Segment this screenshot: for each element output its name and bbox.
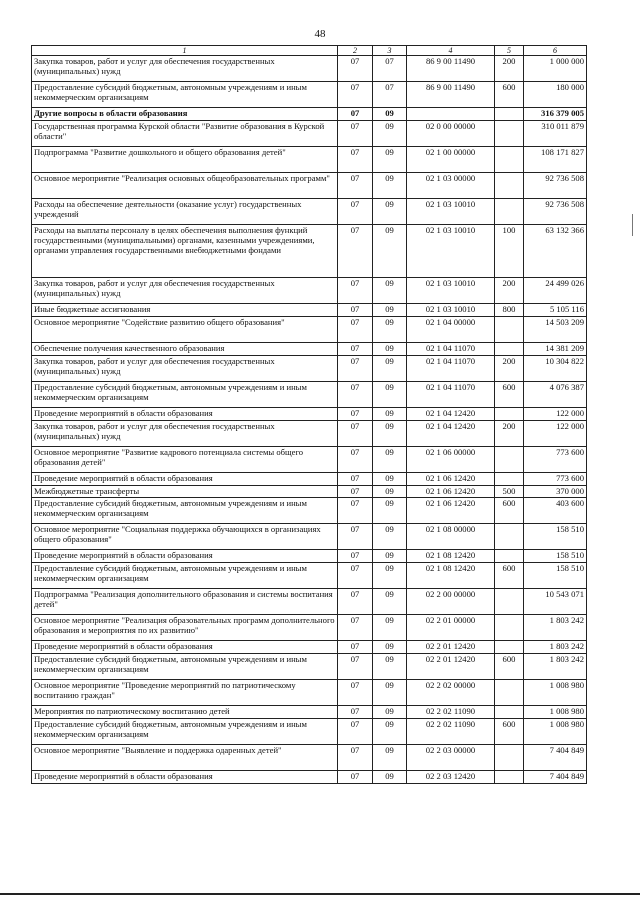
column-number-header: 4 xyxy=(407,46,495,56)
row-amount: 370 000 xyxy=(524,485,587,498)
table-body xyxy=(32,56,587,784)
table-row xyxy=(32,173,587,199)
table-row xyxy=(32,498,587,524)
row-subsection: 09 xyxy=(373,706,407,719)
budget-table xyxy=(31,45,587,784)
row-subsection: 09 xyxy=(373,446,407,472)
row-name: Основное мероприятие "Содействие развитию общего образования" xyxy=(32,316,338,342)
row-target-article: 02 1 06 12420 xyxy=(407,498,495,524)
table-row xyxy=(32,278,587,304)
row-target-article: 02 1 04 12420 xyxy=(407,420,495,446)
row-amount: 10 304 822 xyxy=(524,355,587,381)
row-expense-kind xyxy=(495,342,524,355)
row-expense-kind xyxy=(495,745,524,771)
row-subsection: 09 xyxy=(373,472,407,485)
row-subsection: 09 xyxy=(373,355,407,381)
table-row xyxy=(32,771,587,784)
row-name: Закупка товаров, работ и услуг для обеспечения государственных (муниципальных) нужд xyxy=(32,420,338,446)
row-name: Проведение мероприятий в области образования xyxy=(32,771,338,784)
row-target-article: 02 1 08 12420 xyxy=(407,550,495,563)
table-row xyxy=(32,524,587,550)
row-amount: 7 404 849 xyxy=(524,745,587,771)
row-subsection: 09 xyxy=(373,589,407,615)
row-target-article: 02 0 00 00000 xyxy=(407,121,495,147)
table-row xyxy=(32,446,587,472)
row-amount: 773 600 xyxy=(524,446,587,472)
row-amount: 24 499 026 xyxy=(524,278,587,304)
row-subsection: 09 xyxy=(373,407,407,420)
row-amount: 310 011 879 xyxy=(524,121,587,147)
table-row xyxy=(32,615,587,641)
row-amount: 92 736 508 xyxy=(524,199,587,225)
row-expense-kind xyxy=(495,706,524,719)
row-target-article: 02 2 00 00000 xyxy=(407,589,495,615)
row-target-article: 02 1 03 10010 xyxy=(407,199,495,225)
column-number-header: 2 xyxy=(338,46,373,56)
row-name: Основное мероприятие "Реализация основных общеобразовательных программ" xyxy=(32,173,338,199)
table-row xyxy=(32,719,587,745)
row-expense-kind xyxy=(495,199,524,225)
row-target-article: 02 1 08 12420 xyxy=(407,563,495,589)
row-subsection: 09 xyxy=(373,680,407,706)
row-subsection: 09 xyxy=(373,641,407,654)
row-subsection: 09 xyxy=(373,381,407,407)
row-target-article: 02 1 06 00000 xyxy=(407,446,495,472)
row-target-article: 02 1 04 11070 xyxy=(407,381,495,407)
row-expense-kind xyxy=(495,446,524,472)
row-subsection: 09 xyxy=(373,615,407,641)
table-row xyxy=(32,56,587,82)
row-subsection: 09 xyxy=(373,719,407,745)
row-name: Расходы на выплаты персоналу в целях обеспечения выполнения функций государственными (муниципальными) органами, казенными учреждениями, органами управления государственными внебюджетными фондами xyxy=(32,225,338,278)
row-expense-kind xyxy=(495,550,524,563)
page-number: 48 xyxy=(314,28,326,40)
row-amount: 1 008 980 xyxy=(524,706,587,719)
table-row xyxy=(32,641,587,654)
row-name: Иные бюджетные ассигнования xyxy=(32,304,338,317)
table-row xyxy=(32,304,587,317)
row-section: 07 xyxy=(338,472,373,485)
row-subsection: 09 xyxy=(373,316,407,342)
row-amount: 14 503 209 xyxy=(524,316,587,342)
row-target-article: 02 1 03 10010 xyxy=(407,278,495,304)
row-section: 07 xyxy=(338,278,373,304)
row-name: Закупка товаров, работ и услуг для обеспечения государственных (муниципальных) нужд xyxy=(32,278,338,304)
column-number-header: 6 xyxy=(524,46,587,56)
table-row xyxy=(32,147,587,173)
row-amount: 158 510 xyxy=(524,550,587,563)
row-section: 07 xyxy=(338,381,373,407)
row-amount: 5 105 116 xyxy=(524,304,587,317)
row-name: Предоставление субсидий бюджетным, автономным учреждениям и иным некоммерческим организациям xyxy=(32,498,338,524)
row-name: Проведение мероприятий в области образования xyxy=(32,550,338,563)
table-row xyxy=(32,121,587,147)
table-row xyxy=(32,563,587,589)
row-name: Закупка товаров, работ и услуг для обеспечения государственных (муниципальных) нужд xyxy=(32,355,338,381)
row-section: 07 xyxy=(338,615,373,641)
row-expense-kind: 500 xyxy=(495,485,524,498)
row-target-article: 02 2 01 12420 xyxy=(407,641,495,654)
row-section: 07 xyxy=(338,225,373,278)
table-row xyxy=(32,550,587,563)
row-name: Предоставление субсидий бюджетным, автономным учреждениям и иным некоммерческим организациям xyxy=(32,381,338,407)
row-target-article: 02 1 04 11070 xyxy=(407,342,495,355)
row-amount: 403 600 xyxy=(524,498,587,524)
row-target-article: 02 2 02 11090 xyxy=(407,706,495,719)
row-subsection: 09 xyxy=(373,173,407,199)
row-amount: 1 803 242 xyxy=(524,641,587,654)
row-name: Мероприятия по патриотическому воспитанию детей xyxy=(32,706,338,719)
row-section: 07 xyxy=(338,719,373,745)
row-name: Межбюджетные трансферты xyxy=(32,485,338,498)
row-amount: 773 600 xyxy=(524,472,587,485)
row-expense-kind xyxy=(495,771,524,784)
row-name: Проведение мероприятий в области образования xyxy=(32,472,338,485)
row-name: Предоставление субсидий бюджетным, автономным учреждениям и иным некоммерческим организациям xyxy=(32,654,338,680)
row-amount: 14 381 209 xyxy=(524,342,587,355)
row-section: 07 xyxy=(338,316,373,342)
row-subsection: 09 xyxy=(373,147,407,173)
row-amount: 7 404 849 xyxy=(524,771,587,784)
table-row xyxy=(32,485,587,498)
row-subsection: 09 xyxy=(373,498,407,524)
table-row xyxy=(32,654,587,680)
row-amount: 180 000 xyxy=(524,82,587,108)
row-expense-kind xyxy=(495,407,524,420)
row-section: 07 xyxy=(338,771,373,784)
row-subsection: 09 xyxy=(373,654,407,680)
row-expense-kind xyxy=(495,680,524,706)
table-row xyxy=(32,316,587,342)
row-target-article: 02 1 06 12420 xyxy=(407,472,495,485)
row-target-article: 02 1 04 00000 xyxy=(407,316,495,342)
row-section: 07 xyxy=(338,563,373,589)
row-name: Основное мероприятие "Развитие кадрового потенциала системы общего образования детей" xyxy=(32,446,338,472)
row-name: Проведение мероприятий в области образования xyxy=(32,641,338,654)
row-target-article: 02 1 03 10010 xyxy=(407,304,495,317)
row-amount: 158 510 xyxy=(524,524,587,550)
row-expense-kind: 600 xyxy=(495,381,524,407)
row-expense-kind: 600 xyxy=(495,563,524,589)
row-amount: 1 803 242 xyxy=(524,615,587,641)
row-target-article: 02 2 03 12420 xyxy=(407,771,495,784)
row-subsection: 09 xyxy=(373,563,407,589)
scan-edge-mark xyxy=(632,214,633,236)
table-row xyxy=(32,342,587,355)
column-number-header: 5 xyxy=(495,46,524,56)
row-section: 07 xyxy=(338,199,373,225)
row-expense-kind xyxy=(495,615,524,641)
row-section: 07 xyxy=(338,304,373,317)
row-target-article: 86 9 00 11490 xyxy=(407,56,495,82)
row-amount: 4 076 387 xyxy=(524,381,587,407)
table-row xyxy=(32,407,587,420)
row-expense-kind xyxy=(495,108,524,121)
row-target-article: 86 9 00 11490 xyxy=(407,82,495,108)
row-name: Подпрограмма "Реализация дополнительного образования и системы воспитания детей" xyxy=(32,589,338,615)
row-section: 07 xyxy=(338,420,373,446)
row-section: 07 xyxy=(338,498,373,524)
row-target-article: 02 2 02 00000 xyxy=(407,680,495,706)
row-target-article: 02 2 01 12420 xyxy=(407,654,495,680)
row-subsection: 07 xyxy=(373,82,407,108)
row-section: 07 xyxy=(338,56,373,82)
row-name: Предоставление субсидий бюджетным, автономным учреждениям и иным некоммерческим организациям xyxy=(32,82,338,108)
row-section: 07 xyxy=(338,121,373,147)
row-expense-kind xyxy=(495,589,524,615)
row-amount: 63 132 366 xyxy=(524,225,587,278)
row-section: 07 xyxy=(338,524,373,550)
row-name: Проведение мероприятий в области образования xyxy=(32,407,338,420)
row-section: 07 xyxy=(338,407,373,420)
column-number-row xyxy=(32,46,587,56)
row-subsection: 09 xyxy=(373,225,407,278)
row-expense-kind xyxy=(495,121,524,147)
column-number-header: 3 xyxy=(373,46,407,56)
row-section: 07 xyxy=(338,342,373,355)
row-subsection: 09 xyxy=(373,342,407,355)
row-expense-kind: 100 xyxy=(495,225,524,278)
row-subsection: 07 xyxy=(373,56,407,82)
row-expense-kind: 600 xyxy=(495,719,524,745)
row-target-article: 02 2 01 00000 xyxy=(407,615,495,641)
row-subsection: 09 xyxy=(373,304,407,317)
row-expense-kind: 200 xyxy=(495,56,524,82)
row-amount: 92 736 508 xyxy=(524,173,587,199)
row-expense-kind xyxy=(495,173,524,199)
row-target-article: 02 1 04 11070 xyxy=(407,355,495,381)
row-expense-kind xyxy=(495,316,524,342)
row-section: 07 xyxy=(338,706,373,719)
row-section: 07 xyxy=(338,446,373,472)
row-section: 07 xyxy=(338,355,373,381)
table-row xyxy=(32,381,587,407)
row-amount: 1 803 242 xyxy=(524,654,587,680)
row-subsection: 09 xyxy=(373,108,407,121)
table-row xyxy=(32,472,587,485)
row-target-article: 02 1 04 12420 xyxy=(407,407,495,420)
row-subsection: 09 xyxy=(373,771,407,784)
row-name: Предоставление субсидий бюджетным, автономным учреждениям и иным некоммерческим организациям xyxy=(32,563,338,589)
row-target-article: 02 1 08 00000 xyxy=(407,524,495,550)
row-expense-kind xyxy=(495,472,524,485)
row-section: 07 xyxy=(338,654,373,680)
row-name: Другие вопросы в области образования xyxy=(32,108,338,121)
row-subsection: 09 xyxy=(373,745,407,771)
table-row xyxy=(32,420,587,446)
table-row xyxy=(32,108,587,121)
row-expense-kind: 600 xyxy=(495,498,524,524)
row-name: Закупка товаров, работ и услуг для обеспечения государственных (муниципальных) нужд xyxy=(32,56,338,82)
row-target-article: 02 2 03 00000 xyxy=(407,745,495,771)
row-section: 07 xyxy=(338,485,373,498)
table-row xyxy=(32,225,587,278)
row-subsection: 09 xyxy=(373,199,407,225)
row-amount: 1 008 980 xyxy=(524,719,587,745)
row-section: 07 xyxy=(338,147,373,173)
row-amount: 122 000 xyxy=(524,420,587,446)
row-expense-kind: 200 xyxy=(495,420,524,446)
row-name: Основное мероприятие "Проведение мероприятий по патриотическому воспитанию граждан" xyxy=(32,680,338,706)
row-section: 07 xyxy=(338,745,373,771)
row-amount: 1 000 000 xyxy=(524,56,587,82)
row-subsection: 09 xyxy=(373,524,407,550)
row-target-article: 02 1 03 10010 xyxy=(407,225,495,278)
row-expense-kind xyxy=(495,641,524,654)
row-name: Предоставление субсидий бюджетным, автономным учреждениям и иным некоммерческим организациям xyxy=(32,719,338,745)
row-section: 07 xyxy=(338,108,373,121)
row-subsection: 09 xyxy=(373,420,407,446)
table-row xyxy=(32,680,587,706)
row-subsection: 09 xyxy=(373,121,407,147)
table-row xyxy=(32,199,587,225)
row-amount: 108 171 827 xyxy=(524,147,587,173)
table-row xyxy=(32,745,587,771)
row-target-article: 02 1 03 00000 xyxy=(407,173,495,199)
row-amount: 158 510 xyxy=(524,563,587,589)
row-section: 07 xyxy=(338,173,373,199)
column-number-header: 1 xyxy=(32,46,338,56)
row-section: 07 xyxy=(338,82,373,108)
row-amount: 316 379 005 xyxy=(524,108,587,121)
row-amount: 1 008 980 xyxy=(524,680,587,706)
row-section: 07 xyxy=(338,550,373,563)
row-amount: 10 543 071 xyxy=(524,589,587,615)
row-target-article: 02 1 00 00000 xyxy=(407,147,495,173)
row-subsection: 09 xyxy=(373,550,407,563)
row-expense-kind: 200 xyxy=(495,278,524,304)
table-row xyxy=(32,355,587,381)
row-target-article: 02 2 02 11090 xyxy=(407,719,495,745)
row-name: Расходы на обеспечение деятельности (оказание услуг) государственных учреждений xyxy=(32,199,338,225)
table-row xyxy=(32,706,587,719)
row-name: Основное мероприятие "Выявление и поддержка одаренных детей" xyxy=(32,745,338,771)
row-amount: 122 000 xyxy=(524,407,587,420)
row-expense-kind: 600 xyxy=(495,654,524,680)
row-name: Основное мероприятие "Социальная поддержка обучающихся в организациях общего образования" xyxy=(32,524,338,550)
row-expense-kind: 800 xyxy=(495,304,524,317)
row-name: Государственная программа Курской области "Развитие образования в Курской области" xyxy=(32,121,338,147)
row-section: 07 xyxy=(338,680,373,706)
row-section: 07 xyxy=(338,589,373,615)
bottom-rule xyxy=(0,893,640,895)
row-subsection: 09 xyxy=(373,278,407,304)
row-expense-kind: 200 xyxy=(495,355,524,381)
row-expense-kind xyxy=(495,524,524,550)
row-target-article xyxy=(407,108,495,121)
row-name: Подпрограмма "Развитие дошкольного и общего образования детей" xyxy=(32,147,338,173)
row-target-article: 02 1 06 12420 xyxy=(407,485,495,498)
row-name: Основное мероприятие "Реализация образовательных программ дополнительного образования и мероприятия по их развитию" xyxy=(32,615,338,641)
table-row xyxy=(32,589,587,615)
row-expense-kind: 600 xyxy=(495,82,524,108)
table-row xyxy=(32,82,587,108)
row-section: 07 xyxy=(338,641,373,654)
row-expense-kind xyxy=(495,147,524,173)
row-name: Обеспечение получения качественного образования xyxy=(32,342,338,355)
row-subsection: 09 xyxy=(373,485,407,498)
